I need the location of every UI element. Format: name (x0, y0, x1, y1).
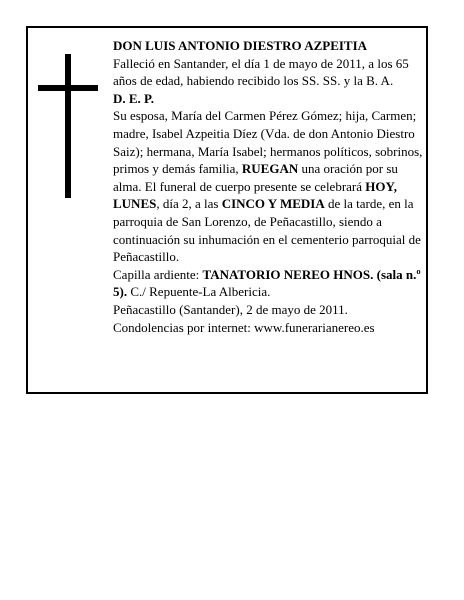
funeral-time: CINCO Y MEDIA (221, 196, 325, 212)
cross-vertical-bar (65, 54, 71, 198)
funeral-day: HOY, LUNES (113, 178, 397, 212)
chapel-label: Capilla ardiente: (113, 266, 203, 282)
ruegan-text: RUEGAN (241, 161, 299, 177)
prayer-text: una oración por su alma. El funeral de cuerpo presente se celebrará (113, 161, 398, 194)
cross-icon (38, 54, 98, 198)
family-paragraph (113, 107, 425, 265)
place-date: Peñacastillo (Santander), 2 de mayo de 2011. (113, 301, 348, 317)
chapel-address: C./ Repuente-La Albericia. (127, 284, 271, 300)
obituary-text (113, 37, 425, 336)
ceremony-details: de la tarde, en la parroquia de San Lorenzo, de Peñacastillo, siendo a continuación su inhumación en el cementerio parroquial de Peñacastillo. (113, 196, 421, 265)
dep-line (113, 90, 425, 108)
family-members: Su esposa, María del Carmen Pérez Gómez; hija, Carmen; madre, Isabel Azpeitia Díez (Vda. de don Antonio Diestro Saiz); hermana, María Isabel; hermanos políticos, sobrinos, primos y demás familia, (113, 108, 423, 177)
death-statement: Falleció en Santander, el día 1 de mayo de 2011, a los 65 años de edad, habiendo recibido los SS. SS. y la B. A. (113, 55, 409, 89)
dep-text: D. E. P. (113, 90, 155, 106)
funeral-date: , día 2, a las (156, 196, 222, 212)
deceased-name (113, 37, 425, 55)
chapel-line (113, 266, 425, 301)
condolences-line: Condolencias por internet: www.funerarianereo.es (113, 319, 375, 335)
chapel-name: TANATORIO NEREO HNOS. (sala n.º 5). (113, 266, 421, 300)
cross-horizontal-bar (38, 85, 98, 91)
deceased-name-text: DON LUIS ANTONIO DIESTRO AZPEITIA (113, 38, 368, 53)
